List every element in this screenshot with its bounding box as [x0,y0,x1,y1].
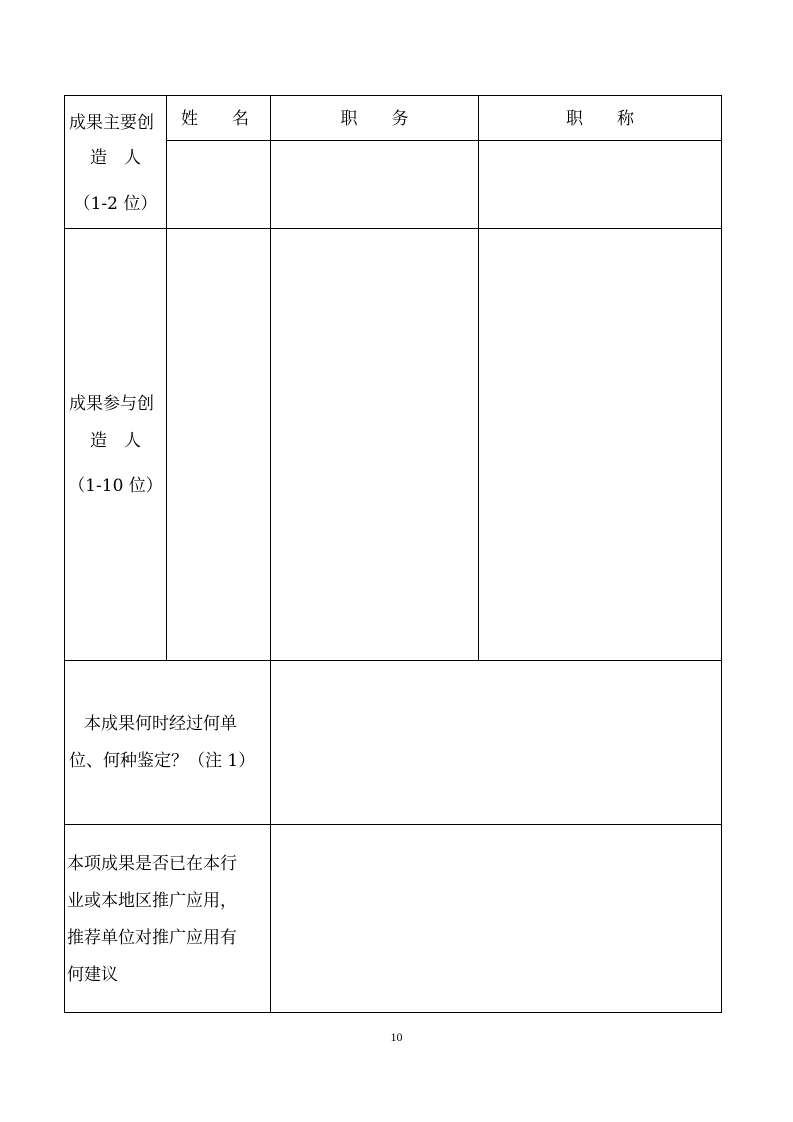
participant-position-cell[interactable] [271,229,478,660]
promotion-label-line2: 业或本地区推广应用， [67,891,237,911]
main-creators-label-line3: （1-2 位） [73,194,158,214]
appraisal-label-line1: 本成果何时经过何单 [84,714,237,734]
promotion-label-line4: 何建议 [67,965,118,985]
page-number: 10 [390,1030,403,1044]
header-title: 职 称 [566,109,634,129]
header-name: 姓 名 [181,109,249,129]
promotion-label-line1: 本项成果是否已在本行 [67,854,237,874]
participant-title-cell[interactable] [479,229,721,660]
promotion-answer-cell[interactable] [271,825,721,1012]
participants-label-line1: 成果参与创 [69,394,154,414]
participants-label-line2: 造 人 [90,431,141,451]
main-creators-label-line2: 造 人 [90,148,141,168]
appraisal-answer-cell[interactable] [271,661,721,824]
appraisal-label-line2: 位、何种鉴定？（注 1） [69,751,256,771]
main-creator-title-cell[interactable] [479,141,721,228]
promotion-label-line3: 推荐单位对推广应用有 [67,928,237,948]
participant-name-cell[interactable] [167,229,270,660]
application-form-table [64,95,722,1013]
header-position: 职 务 [340,109,409,129]
main-creator-name-cell[interactable] [167,141,270,228]
main-creators-label-line1: 成果主要创 [69,113,154,133]
main-creator-position-cell[interactable] [271,141,478,228]
participants-label-line3: （1-10 位） [68,476,163,496]
